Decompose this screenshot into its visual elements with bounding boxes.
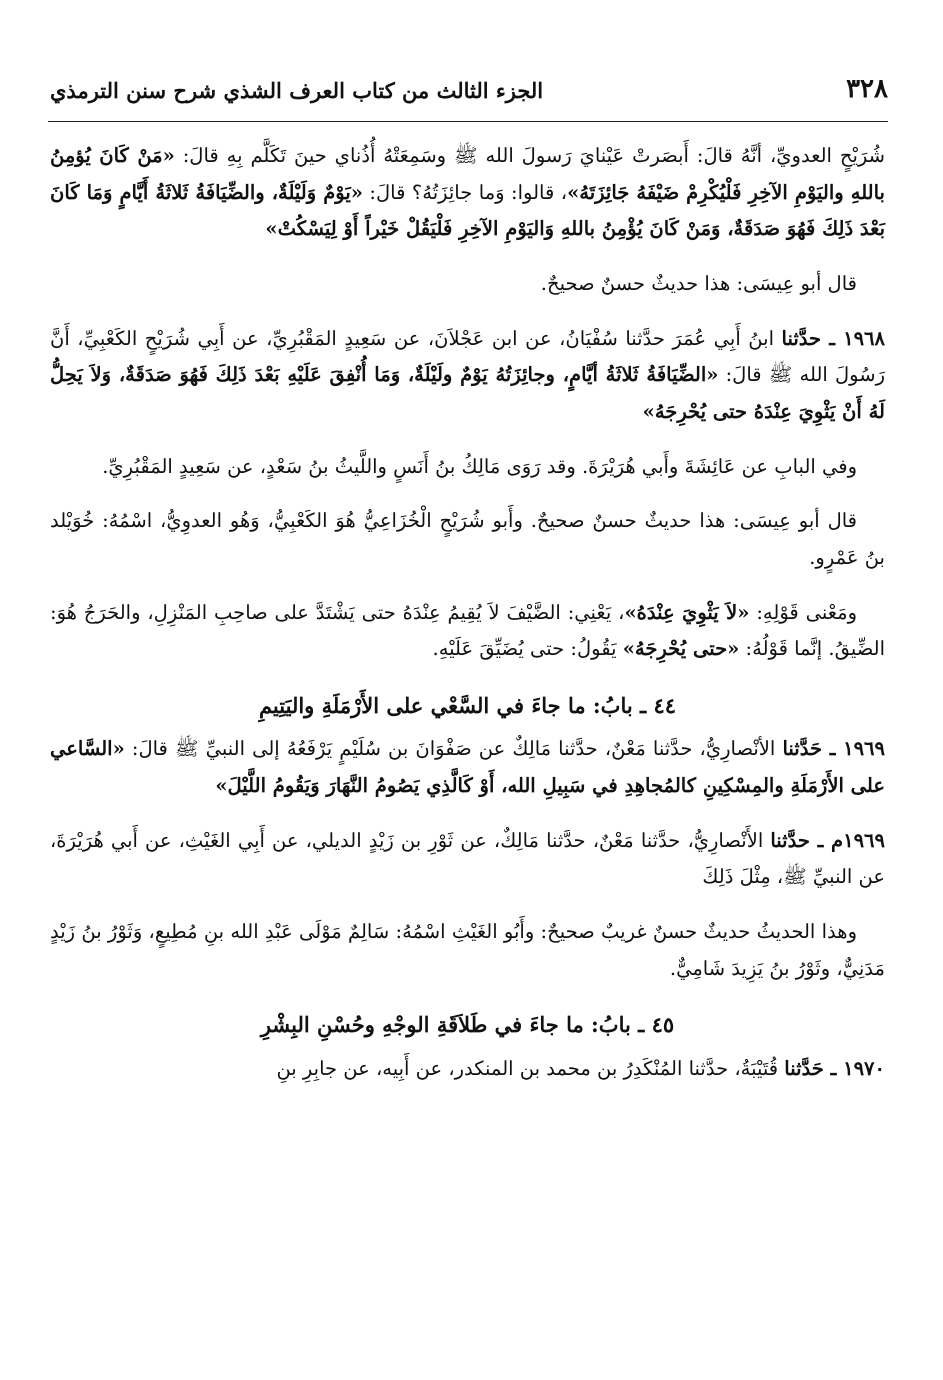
paragraph-explanation — [50, 595, 885, 668]
paragraph-chapter-note: وفي البابِ عن عَائِشَةَ وأَبي هُرَيْرَةَ. وقد رَوَى مَالِكُ بنُ أَنَسٍ واللَّيثُ بنُ سَعْدٍ، عن سَعِيدٍ المَقْبُرِيِّ. — [102, 454, 857, 478]
running-title: الجزء الثالث من كتاب العرف الشذي شرح سنن الترمذي — [50, 78, 544, 103]
hadith-1970 — [50, 1051, 885, 1088]
text-run: ، يَعْنِي: الضَّيْفَ لاَ يُقِيمُ عِنْدَهُ حتى يَشْتَدَّ على صاحِبِ المَنْزِلِ، والحَرَجُ هُوَ: الضِّيقُ. إنَّما قَوْلُهُ: — [50, 600, 885, 661]
hadith-1968 — [50, 321, 885, 431]
chapter-heading-44: ٤٤ ـ بابُ: ما جاءَ في السَّعْي على الأَرْمَلَةِ واليَتِيمِ — [258, 692, 677, 718]
text-run: الأنْصارِيُّ، حدَّثنا مَعْنٌ، حدَّثنا مَالِكٌ عن صَفْوَانَ بن سُلَيْمٍ يَرْفَعُهُ إلى النبيِّ ﷺ قالَ: — [124, 737, 783, 761]
chapter-heading-45: ٤٥ ـ بابُ: ما جاءَ في طَلاَقَةِ الوجْهِ وحُسْنِ البِشْرِ — [260, 1012, 675, 1038]
running-header — [50, 70, 888, 118]
paragraph-grading: قال أبو عِيسَى: هذا حديثٌ حسنٌ صحيحٌ. وأَبو شُرَيْحٍ الْخُزَاعِيُّ هُوَ الكَعْبِيُّ، وَهُو العدوِيُّ، اسْمُهُ: خُوَيْلد بنُ عَمْرٍو. — [50, 509, 885, 569]
isnad-keyword: حدَّثنا — [770, 828, 810, 852]
hadith-text: «مَنْ كَانَ يُؤمِنُ باللهِ واليَوْمِ الآخِرِ فَلْيُكْرِمْ ضَيْفَهُ جَائِزَتَهُ» — [50, 144, 885, 204]
page-number: ٣٢٨ — [846, 74, 888, 104]
text-run: ، قالوا: وَما جائِزَتُهُ؟ قالَ: — [362, 180, 568, 204]
hadith-text: «السَّاعي على الأَرْمَلَةِ والمِسْكِينِ كالمُجاهِدِ في سَبِيلِ الله، أَوْ كَالَّذِي يَصُومُ النَّهَارَ وَيَقُومُ اللَّيْلَ» — [50, 737, 885, 797]
hadith-number: ١٩٦٩ ـ — [822, 737, 885, 761]
text-run: ومَعْنى قَوْلِهِ: — [749, 600, 857, 624]
hadith-text: «حتى يُحْرِجَهُ» — [622, 637, 740, 661]
isnad-keyword: حَدَّثنا — [782, 737, 822, 761]
paragraph-grading: وهذا الحديثُ حديثٌ حسنٌ غريبٌ صحيحٌ: وأَبُو الغَيْثِ اسْمُهُ: سَالِمٌ مَوْلَى عَبْدِ الله بنِ مُطِيعٍ، وَثَوْرُ بنُ زَيْدٍ مَدَنِيٌّ، وثَوْرُ بنُ يَزِيدَ شَامِيٌّ. — [50, 919, 885, 980]
isnad-keyword: حَدَّثنا — [784, 1056, 824, 1080]
hadith-number: ١٩٧٠ ـ — [823, 1056, 885, 1080]
isnad-keyword: حدَّثنا — [781, 326, 822, 350]
text-run: يَقُولُ: حتى يُضَيِّقَ عَلَيْهِ. — [432, 637, 623, 661]
hadith-text: «يَوْمٌ وَلَيْلَةٌ، والضِّيَافَةُ ثَلاثَةُ أَيَّامٍ وَمَا كَانَ بَعْدَ ذَلِكَ فَهُوَ صَدَقَةٌ، وَمَنْ كَانَ يُؤْمِنُ باللهِ وَاليَوْمِ الآخِرِ فَلْيَقُلْ خَيْراً أَوْ لِيَسْكُتْ» — [50, 180, 885, 241]
hadith-number: ١٩٦٨ ـ — [821, 326, 885, 350]
hadith-1969m — [50, 823, 885, 896]
hadith-number: ١٩٦٩م ـ — [809, 828, 885, 852]
header-rule — [48, 121, 888, 122]
text-run: شُرَيْحٍ العدويِّ، أنَّهُ قالَ: أَبصَرتْ عَيْنايَ رَسولَ الله ﷺ وسَمِعَتْهُ أُذُناي حينَ تَكَلَّم بِهِ قالَ: — [174, 144, 885, 167]
paragraph-hadith-continuation — [50, 138, 885, 248]
page-body — [50, 138, 885, 1105]
text-run: الأَنْصارِيُّ، حدَّثنا مَعْنٌ، حدَّثنا مَالِكٌ، عن ثَوْرِ بن زَيْدٍ الديلي، عن أَبِي الغَيْثِ، عن أَبي هُرَيْرَةَ، عن النبيِّ ﷺ، مِثْلَ ذَلِكَ — [50, 828, 885, 889]
hadith-text: «الضِّيَافَةُ ثَلاثَةُ أيَّامٍ، وجائِزَتُهُ يَوْمٌ ولَيْلَةٌ، وَمَا أُنْفِقَ عَلَيْهِ بَعْدَ ذَلِكَ فَهُوَ صَدَقَةٌ، وَلاَ يَحِلُّ لَهُ أَنْ يَثْوِيَ عِنْدَهُ حتى يُحْرِجَهُ» — [50, 363, 885, 423]
hadith-text: «لاَ يَثْوِيَ عِنْدَهُ» — [624, 600, 750, 624]
paragraph-grading: قال أبو عِيسَى: هذا حديثٌ حسنٌ صحيحٌ. — [540, 271, 857, 295]
hadith-1969 — [50, 731, 885, 804]
text-run: قُتَيْبَةُ، حدَّثنا المُنْكَدِرُ بن محمد بن المنكدر، عن أَبِيه، عن جابِرِ بنِ — [276, 1056, 785, 1080]
text-run: ابنُ أَبِي عُمَرَ حدَّثنا سُفْيَانُ، عن ابن عَجْلاَنَ، عن سَعِيدٍ المَقْبُرِيِّ، عن أَبِي شُرَيْحٍ الكَعْبِيِّ، أَنَّ رَسُولَ الله ﷺ قالَ: — [50, 326, 885, 387]
